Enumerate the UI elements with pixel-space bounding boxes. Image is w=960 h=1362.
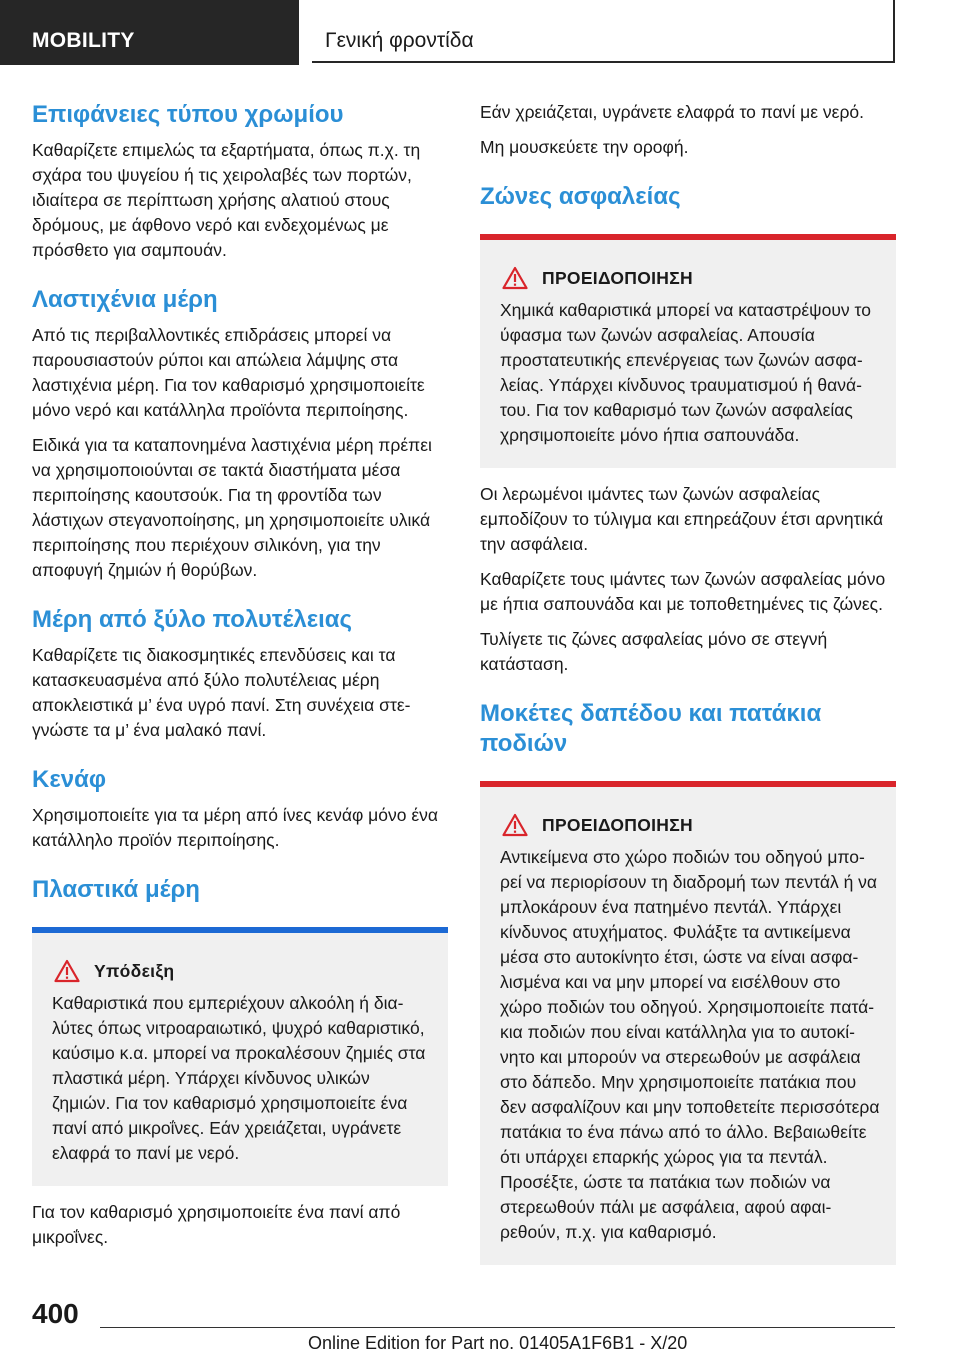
warning-header: [502, 813, 880, 837]
left-column: [32, 100, 448, 1250]
note-box: [32, 927, 448, 1186]
footer-edition: Online Edition for Part no. 01405A1F6B1 - X/20: [308, 1333, 688, 1353]
paragraph: Χρησιμοποιείτε για τα μέρη από ίνες κενάφ μόνο ένα κατάλληλο προϊόν περιποίησης.: [32, 805, 439, 850]
warning-title: ΠΡΟΕΙΔΟΠΟΙΗΣΗ: [542, 814, 693, 835]
warning-triangle-icon: [54, 959, 80, 983]
warning-text: Χημικά καθαριστικά μπορεί να καταστρέψουν το ύφασμα των ζωνών ασφαλείας. Απουσία προστατευτικής επενέργειας των ζωνών ασφαλείας. Υπάρχει κίνδυνος τραυματισμού ή θανάτου. Για τον καθαρισμό των ζωνών ασφαλείας χρησιμοποιείτε μόνο ήπια σαπουνάδα.: [500, 300, 871, 445]
footer-divider: [100, 1327, 895, 1328]
heading-chrome-surfaces: Επιφάνειες τύπου χρωμίου: [32, 101, 344, 128]
note-title: Υπόδειξη: [94, 960, 175, 981]
heading-floor-mats: Μοκέτες δαπέδου και πατάκια ποδιών: [480, 700, 822, 757]
paragraph: Εάν χρειάζεται, υγράνετε ελαφρά το πανί με νερό.: [480, 102, 865, 122]
note-header: [54, 959, 432, 983]
heading-fine-wood-parts: Μέρη από ξύλο πολυτέλειας: [32, 606, 352, 633]
heading-rubber-parts: Λαστιχένια μέρη: [32, 286, 218, 313]
paragraph: Καθαρίζετε επιμελώς τα εξαρτήματα, όπως π.χ. τη σχάρα του ψυγείου ή τις χειρολαβές των πορτών, ιδιαίτερα σε περίπτωση χρήσης αλατιού στους δρόμους, με άφθονο νερό και ενδεχομένως με πρόσθετο για σαμπουάν.: [32, 140, 421, 260]
paragraph: Από τις περιβαλλοντικές επιδράσεις μπορεί να παρουσιαστούν ρύποι και απώλεια λάμψης στα λαστιχένια μέρη. Για τον καθαρισμό χρησιμοποιείτε μόνο νερό και κατάλληλα προϊόντα περιποίησης.: [32, 325, 425, 420]
paragraph: Καθαρίζετε τις διακοσμητικές επενδύσεις και τα κατασκευασμένα από ξύλο πολυτέλειας μέρη αποκλειστικά μ’ ένα υγρό πανί. Στη συνέχεια στεγνώστε τα μ’ ένα μαλακό πανί.: [32, 645, 411, 740]
warning-box: [480, 234, 896, 468]
paragraph: Τυλίγετε τις ζώνες ασφαλείας μόνο σε στεγνή κατάσταση.: [480, 629, 828, 674]
heading-seat-belts: Ζώνες ασφαλείας: [480, 183, 681, 210]
paragraph: Ειδικά για τα καταπονημένα λαστιχένια μέρη πρέπει να χρησιμοποιούνται σε τακτά διαστήματα μέσα περιποίησης καουτσούκ. Για τη φροντίδα των λάστιχων στεγανοποίησης, μη χρησιμοποιείτε υλικά περιποίησης που περιέχουν σιλικόνη, για την αποφυγή ζημιών ή θορύβων.: [32, 435, 432, 580]
paragraph: Καθαρίζετε τους ιμάντες των ζωνών ασφαλείας μόνο με ήπια σαπουνάδα και με τοποθετημένες τις ζώνες.: [480, 569, 886, 614]
warning-title: ΠΡΟΕΙΔΟΠΟΙΗΣΗ: [542, 267, 693, 288]
warning-header: [502, 266, 880, 290]
paragraph: Για τον καθαρισμό χρησιμοποιείτε ένα πανί από μικροΐνες.: [32, 1202, 401, 1247]
warning-box: [480, 781, 896, 1265]
section-tab: [312, 0, 895, 63]
page-number: 400: [32, 1298, 79, 1329]
warning-triangle-icon: [502, 813, 528, 837]
heading-kenaf: Κενάφ: [32, 766, 106, 793]
right-column: [480, 100, 896, 1265]
section-label: Γενική φροντίδα: [325, 29, 474, 52]
heading-plastic-parts: Πλαστικά μέρη: [32, 876, 200, 903]
brand-tab: [0, 0, 299, 65]
warning-triangle-icon: [502, 266, 528, 290]
note-text: Καθαριστικά που εμπεριέχουν αλκοόλη ή διαλύτες όπως νιτροαραιωτικό, ψυχρό καθαριστικό, καύσιμο κ.α. μπορεί να προκαλέσουν ζημιές στα πλαστικά μέρη. Υπάρχει κίνδυνος υλικών ζημιών. Για τον καθαρισμό χρησιμοποιείτε ένα πανί από μικροΐνες. Εάν χρειάζεται, υγράνετε ελαφρά το πανί με νερό.: [52, 993, 426, 1163]
brand-label: MOBILITY: [32, 29, 135, 52]
warning-text: Αντικείμενα στο χώρο ποδιών του οδηγού μπορεί να περιορίσουν τη διαδρομή των πεντάλ ή να μπλοκάρουν ένα πατημένο πεντάλ. Υπάρχει κίνδυνος ατυχήματος. Φυλάξτε τα αντικείμενα μέσα στο αυτοκίνητο έτσι, ώστε να είναι ασφαλισμένα και να μην μπορεί να εισέλθουν στο χώρο ποδιών του οδηγού. Χρησιμοποιείτε πατάκια ποδιών που είναι κατάλληλα για το αυτοκίνητο και μπορούν να στερεωθούν με ασφάλεια στο δάπεδο. Μην χρησιμοποιείτε πατάκια που δεν ασφαλίζουν και μην τοποθετείτε περισσότερα πατάκια το ένα πάνω από το άλλο. Βεβαιωθείτε ότι υπάρχει επαρκής χώρος για τα πεντάλ. Προσέξτε, ώστε τα πατάκια των ποδιών να στερεωθούν πάλι με ασφάλεια, αφού αφαιρεθούν, π.χ. για καθαρισμό.: [500, 847, 880, 1242]
paragraph: Μη μουσκεύετε την οροφή.: [480, 137, 689, 157]
paragraph: Οι λερωμένοι ιμάντες των ζωνών ασφαλείας εμποδίζουν το τύλιγμα και επηρεάζουν έτσι αρνητικά την ασφάλεια.: [480, 484, 884, 554]
